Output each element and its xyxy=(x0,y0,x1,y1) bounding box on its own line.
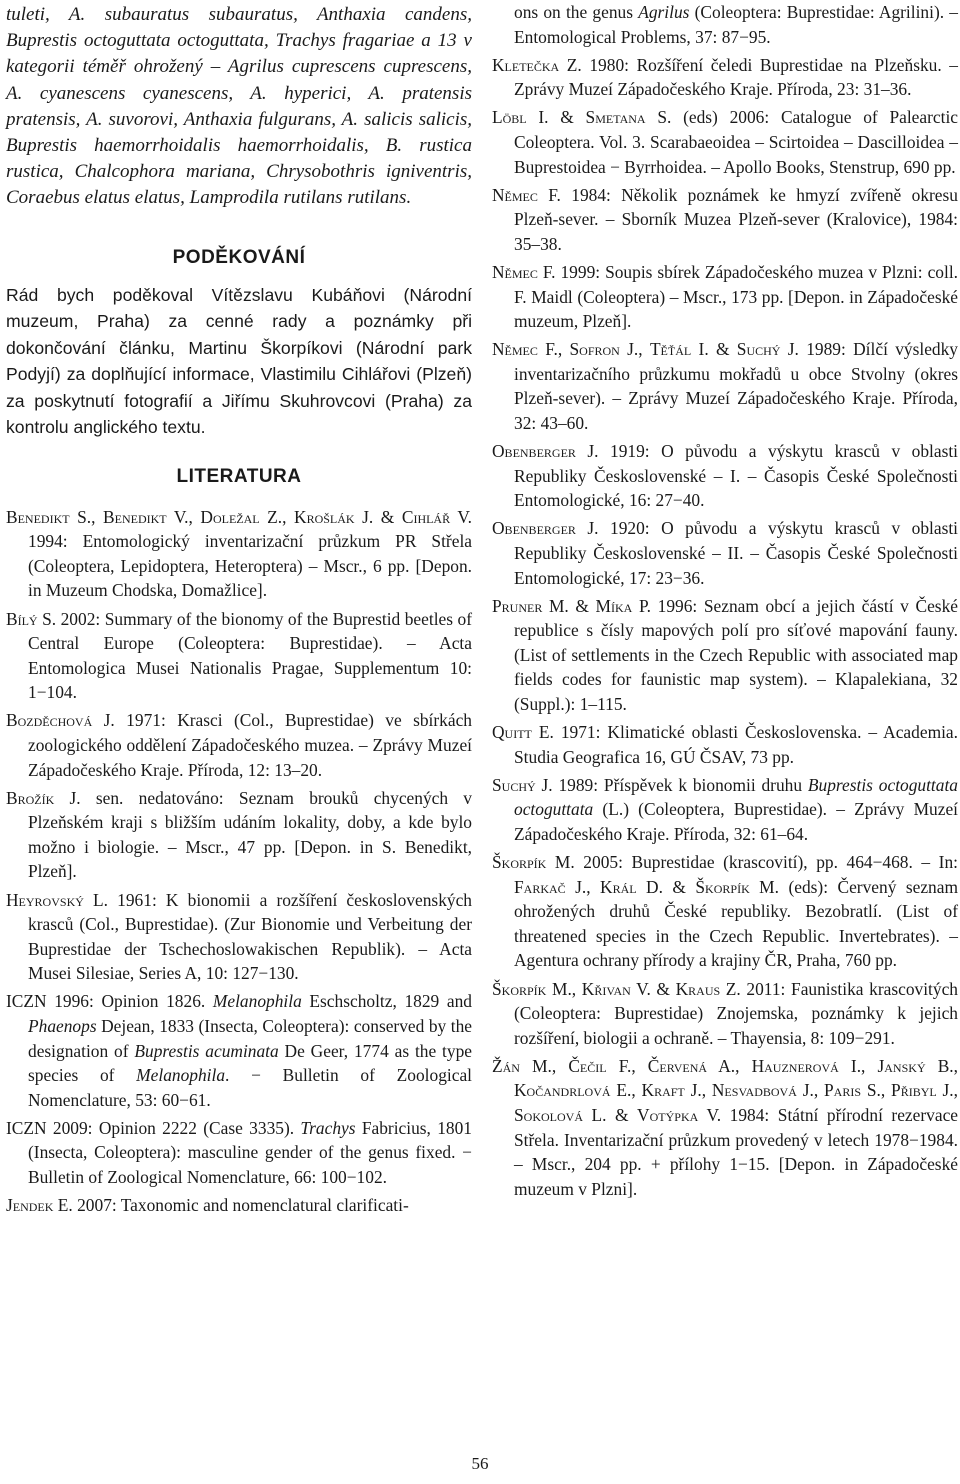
reference-text: J., xyxy=(936,1080,959,1101)
author-name: Nesvadbová xyxy=(711,1080,797,1101)
reference-entry xyxy=(492,720,958,769)
reference-entry xyxy=(492,439,958,513)
reference-text: P. 1996: Seznam obcí a jejich částí v České republice s čísly mapových polí pro síťové mapování fauny. (List of settlements in the Czech Republic with associated map fields codes for faunistic map system). – Klapalekiana, 32 (Suppl.): 1–115. xyxy=(514,595,958,715)
reference-text: I. & xyxy=(526,107,586,128)
reference-text: S., xyxy=(69,506,104,527)
reference-text: Z. 2011: Faunistika krascovitých (Coleoptera: Buprestidae) Znojemska, poznámky k jejich rozšíření, biologii a ochraně. – Thayensia, 8: 109−291. xyxy=(514,978,958,1048)
author-name: Červená xyxy=(647,1055,708,1076)
reference-entry xyxy=(6,708,472,782)
reference-text: M. (eds): Červený seznam ohrožených druhů České republiky. Bezobratlí. (List of threatened species in the Czech Republic. Invertebrates). – Agentura ochrany přírody a krajiny ČR, Praha, 760 pp. xyxy=(514,876,958,971)
reference-text: E. 2007: Taxonomic and nomenclatural clarificati- xyxy=(53,1195,409,1216)
author-name: Doležal xyxy=(200,506,260,527)
reference-text: V. 1994: Entomologický inventarizační průzkum PR Střela (Coleoptera, Lepidoptera, Heteroptera) – Mscr., 6 pp. [Depon. in Muzeum Chodska, Domažlice]. xyxy=(28,506,472,601)
reference-text: J., xyxy=(565,876,601,897)
right-column xyxy=(492,0,958,1205)
author-name: Suchý xyxy=(736,339,781,360)
reference-text: Z., xyxy=(259,506,295,527)
author-name: Paris xyxy=(824,1080,862,1101)
reference-text: J. 1989: Dílčí výsledky inventarizačního průzkumu mokřadů u obce Stvolny (okres Plzeň-sever). – Zprávy Muzeí Západočeského Kraje. Příroda, 32: 43–60. xyxy=(514,339,958,433)
reference-text: J. & xyxy=(354,506,402,527)
author-name: Sofron xyxy=(569,339,620,360)
reference-text: F., xyxy=(537,339,570,360)
intro-paragraph: tuleti, A. subauratus subauratus, Anthaxia candens, Buprestis octoguttata octoguttata, Trachys fragariae a 13 v kategorii téměř ohrožený – Agrilus cuprescens cuprescens, A. cyanescens cyanescens, A. hyperici, A. pratensis pratensis, A. suvorovi, Anthaxia fulgurans, A. salicis salicis, Buprestis haemorrhoidalis haemorrhoidalis, B. rustica rustica, Chalcophora mariana, Chrysobothris igniventris, Coraebus elatus elatus, Lamprodila rutilans rutilans. xyxy=(6,4,472,209)
reference-text: S. (eds) 2006: Catalogue of Palearctic Coleoptera. Vol. 3. Scarabaeoidea – Scirtoidea – Dascilloidea – Buprestoidea − Byrrhoidea. – Apollo Books, Stenstrup, 690 pp. xyxy=(514,107,958,177)
author-name: Pruner xyxy=(492,595,543,616)
author-name: Cihlář xyxy=(401,506,451,527)
author-name: Benedikt xyxy=(6,506,70,527)
reference-text: F. 1984: Několik poznámek ke hmyzí zvířeně okresu Plzeň-sever. – Sborník Muzea Plzeň-sever (Kralovice), 1984: 35–38. xyxy=(514,184,958,254)
reference-text: I. & xyxy=(691,339,737,360)
page-number: 56 xyxy=(471,1454,489,1473)
author-name: Hauznerová xyxy=(751,1055,839,1076)
reference-entry xyxy=(6,1193,472,1218)
author-name: Suchý xyxy=(492,774,536,795)
reference-text: M., xyxy=(546,978,582,999)
reference-entry xyxy=(6,607,472,705)
reference-text: A., xyxy=(707,1055,752,1076)
reference-text: M. 2005: Buprestidae (krascovití), pp. 464−468. – In: xyxy=(546,852,958,873)
reference-text: ICZN 2009: Opinion 2222 (Case 3335). xyxy=(6,1117,301,1138)
reference-entry xyxy=(492,1054,958,1202)
author-name: Čečil xyxy=(568,1055,607,1076)
author-name: Krošlák xyxy=(294,506,355,527)
author-name: Žán xyxy=(492,1055,520,1076)
reference-list-left xyxy=(6,505,472,1218)
author-name: Křivan xyxy=(581,978,631,999)
author-name: Kočandrlová xyxy=(514,1080,611,1101)
reference-entry xyxy=(492,850,958,973)
reference-text: (L.) (Coleoptera, Buprestidae). – Zprávy Muzeí Západočeského Kraje. Příroda, 32: 61–64. xyxy=(514,799,958,844)
reference-entry xyxy=(492,516,958,590)
author-name: Jendek xyxy=(6,1195,54,1216)
taxon-name: Phaenops xyxy=(28,1016,97,1036)
reference-entry xyxy=(492,337,958,435)
reference-text: ICZN 1996: Opinion 1826. xyxy=(6,991,213,1012)
reference-list-right xyxy=(492,0,958,1201)
author-name: Přibyl xyxy=(891,1080,937,1101)
reference-entry xyxy=(492,0,958,49)
reference-text: L. & xyxy=(583,1105,638,1126)
author-name: Farkač xyxy=(514,876,566,897)
reference-entry xyxy=(492,53,958,102)
reference-text: J., xyxy=(796,1080,825,1101)
reference-text: M. & xyxy=(542,595,596,616)
reference-entry xyxy=(6,505,472,603)
reference-entry xyxy=(6,1116,472,1190)
author-name: Král xyxy=(600,876,637,897)
reference-text: V. 1984: Státní přírodní rezervace Střela. Inventarizační průzkum provedený v letech 1978−1984. – Mscr., 204 pp. + přílohy 1−15. [Depon. in Západočeské muzeum v Plzni]. xyxy=(514,1105,959,1199)
reference-entry xyxy=(492,260,958,334)
reference-text: S. 2002: Summary of the bionomy of the Buprestid beetles of Central Europe (Coleoptera: Buprestidae). – Acta Entomologica Musei Nationalis Pragae, Supplementum 10: 1−104. xyxy=(28,608,472,703)
literature-heading: LITERATURA xyxy=(176,465,302,487)
author-name: Těťál xyxy=(649,339,692,360)
reference-entry xyxy=(492,183,958,257)
taxon-name: Melanophila xyxy=(136,1065,226,1086)
taxon-name: Agrilus xyxy=(638,2,690,22)
reference-text: J. 1919: O původu a výskytu krasců v oblasti Republiky Československé – I. – Časopis České Společnosti Entomologické, 16: 27−40. xyxy=(514,441,958,511)
author-name: Obenberger xyxy=(492,518,576,539)
reference-text: F. 1999: Soupis sbírek Západočeského muzea v Plzni: coll. F. Maidl (Coleoptera) – Mscr., 173 pp. [Depon. in Západočeské muzeum, Plzeň]. xyxy=(514,261,958,332)
author-name: Kletečka xyxy=(492,54,560,75)
reference-text: Z. 1980: Rozšíření čeledi Buprestidae na Plzeňsku. – Zprávy Muzeí Západočeského Kraje. Příroda, 23: 31–36. xyxy=(514,54,958,100)
left-column xyxy=(6,0,472,1221)
reference-text: ons on the genus xyxy=(514,2,639,22)
author-name: Bílý xyxy=(6,608,38,629)
author-name: Kraft xyxy=(641,1080,685,1101)
reference-text: E. 1971: Klimatické oblasti Československa. – Academia. Studia Geografica 16, GÚ ČSAV, 73 pp. xyxy=(514,722,958,767)
reference-entry xyxy=(6,989,472,1112)
author-name: Škorpík xyxy=(492,978,547,999)
author-name: Janský xyxy=(877,1055,926,1076)
reference-text: M., xyxy=(519,1055,569,1076)
author-name: Brožík xyxy=(6,787,55,808)
author-name: Němec xyxy=(492,261,538,282)
acknowledgements-heading: PODĚKOVÁNÍ xyxy=(172,246,306,268)
reference-entry xyxy=(6,786,472,884)
author-name: Löbl xyxy=(492,107,527,128)
reference-entry xyxy=(6,888,472,986)
reference-text: J. 1989: Příspěvek k bionomii druhu xyxy=(535,774,808,795)
taxon-name: Buprestis octoguttata octoguttata xyxy=(514,774,958,820)
reference-text: V., xyxy=(166,506,201,527)
reference-text: . − Bulletin of Zoological Nomenclature, 53: 60−61. xyxy=(28,1065,472,1110)
author-name: Smetana xyxy=(585,107,646,128)
reference-text: I., xyxy=(838,1055,878,1076)
reference-text: F., xyxy=(606,1055,648,1076)
reference-text: Fabricius, 1801 (Insecta, Coleoptera): masculine gender of the genus fixed. − Bulletin of Zoological Nomenclature, 66: 100−102. xyxy=(28,1117,472,1188)
reference-text: J., xyxy=(684,1080,712,1101)
reference-text: J., xyxy=(619,339,650,360)
taxon-name: Melanophila xyxy=(212,991,302,1012)
author-name: Bozděchová xyxy=(6,710,93,731)
reference-text: E., xyxy=(610,1080,642,1101)
author-name: Heyrovský xyxy=(6,889,84,910)
reference-text: J. 1971: Krasci (Col., Buprestidae) ve sbírkách zoologického oddělení Západočeského muzea. – Zprávy Muzeí Západočeského Kraje. Příroda, 12: 13–20. xyxy=(28,710,472,780)
reference-text: Eschscholtz, 1829 and xyxy=(301,991,472,1012)
author-name: Škorpík xyxy=(695,876,750,897)
reference-text: Dejean, 1833 (Insecta, Coleoptera): conserved by the designation of xyxy=(28,1016,472,1061)
author-name: Benedikt xyxy=(103,506,167,527)
reference-text: B., xyxy=(925,1055,959,1076)
reference-entry xyxy=(492,594,958,717)
reference-text: S., xyxy=(861,1080,892,1101)
taxon-name: Buprestis acuminata xyxy=(134,1040,279,1061)
reference-entry xyxy=(492,773,958,847)
author-name: Němec xyxy=(492,184,538,205)
author-name: Votýpka xyxy=(637,1105,699,1126)
author-name: Míka xyxy=(595,595,633,616)
acknowledgements-text: Rád bych poděkoval Vítězslavu Kubáňovi (Národní muzeum, Praha) za cenné rady a poznámky při dokončování článku, Martinu Škorpíkovi (Národní park Podyjí) za doplňující informace, Vlastimilu Cihlářovi (Plzeň) za poskytnutí fotografií a Jiřímu Skuhrovcovi (Praha) za kontrolu anglického textu. xyxy=(6,284,472,438)
taxon-name: Trachys xyxy=(300,1117,356,1138)
author-name: Škorpík xyxy=(492,852,547,873)
author-name: Quitt xyxy=(492,722,532,743)
reference-text: D. & xyxy=(636,876,696,897)
reference-text: J. 1920: O původu a výskytu krasců v oblasti Republiky Československé – II. – Časopis České Společnosti Entomologické, 17: 23−36. xyxy=(514,518,958,588)
author-name: Němec xyxy=(492,339,538,360)
reference-entry xyxy=(492,105,958,179)
reference-text: J. sen. nedatováno: Seznam brouků chycených v Plzeňském kraji s bližším udáním lokality, doby, a kde bylo možno i biologie. – Mscr., 47 pp. [Depon. in S. Benedikt, Plzeň]. xyxy=(28,787,472,882)
author-name: Obenberger xyxy=(492,441,576,462)
reference-entry xyxy=(492,977,958,1051)
reference-text: (Coleoptera: Buprestidae: Agrilini). – Entomological Problems, 37: 87−95. xyxy=(514,2,958,47)
reference-text: L. 1961: K bionomii a rozšíření československých krasců (Col., Buprestidae). (Zur Bionomie und Verbeitung der Buprestidae der Tschechoslowakischen Republik). – Acta Musei Silesiae, Series A, 10: 127−130. xyxy=(28,889,472,984)
reference-text: De Geer, 1774 as the type species of xyxy=(28,1040,472,1086)
reference-text: V. & xyxy=(630,978,676,999)
author-name: Kraus xyxy=(675,978,721,999)
author-name: Sokolová xyxy=(514,1105,583,1126)
